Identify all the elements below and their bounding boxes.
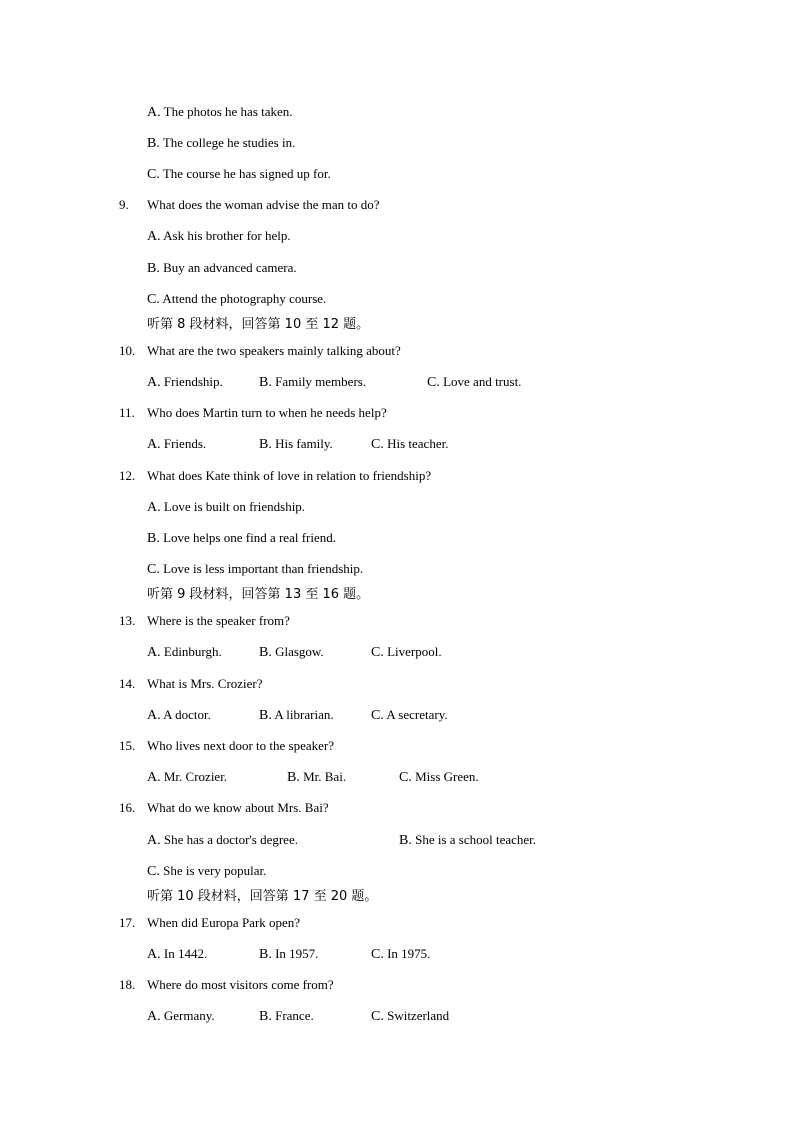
question-text: Who lives next door to the speaker? bbox=[147, 738, 334, 753]
option-text: Love is less important than friendship. bbox=[163, 561, 364, 576]
option-text: Friends. bbox=[163, 436, 207, 451]
option-text: A librarian. bbox=[274, 707, 334, 722]
option-letter: B. bbox=[147, 136, 160, 151]
question-number: 11. bbox=[119, 405, 135, 420]
option-letter: C. bbox=[371, 645, 384, 660]
option-text: She is a school teacher. bbox=[415, 832, 537, 847]
option-text: She is very popular. bbox=[163, 863, 267, 878]
answer-option bbox=[399, 832, 536, 849]
answer-option bbox=[371, 1008, 449, 1025]
answer-option bbox=[147, 260, 297, 277]
question-number: 18. bbox=[119, 977, 136, 992]
question-number: 14. bbox=[119, 676, 136, 691]
question-text: What does the woman advise the man to do? bbox=[147, 197, 380, 212]
option-text: Glasgow. bbox=[275, 644, 324, 659]
answer-option bbox=[147, 291, 326, 308]
question-number: 9. bbox=[119, 197, 129, 212]
option-letter: C. bbox=[371, 947, 384, 962]
section-instruction: 听第 9 段材料，回答第 13 至 16 题。 bbox=[147, 587, 370, 602]
option-text: The course he has signed up for. bbox=[162, 166, 331, 181]
option-text: Friendship. bbox=[163, 374, 223, 389]
answer-option bbox=[147, 436, 206, 453]
option-text: A secretary. bbox=[386, 707, 448, 722]
section-instruction: 听第 10 段材料，回答第 17 至 20 题。 bbox=[147, 889, 378, 904]
option-letter: B. bbox=[399, 833, 412, 848]
question-number: 16. bbox=[119, 800, 136, 815]
option-letter: A. bbox=[147, 500, 161, 515]
option-letter: C. bbox=[371, 708, 384, 723]
answer-option bbox=[147, 863, 266, 880]
option-text: Family members. bbox=[275, 374, 367, 389]
answer-option bbox=[259, 707, 334, 724]
option-text: Miss Green. bbox=[415, 769, 479, 784]
question-text: What do we know about Mrs. Bai? bbox=[147, 800, 329, 815]
question-number: 12. bbox=[119, 468, 136, 483]
answer-option bbox=[371, 946, 430, 963]
answer-option bbox=[147, 166, 331, 183]
answer-option bbox=[147, 135, 295, 152]
option-letter: A. bbox=[147, 375, 161, 390]
answer-option bbox=[147, 530, 336, 547]
option-text: Edinburgh. bbox=[163, 644, 222, 659]
section-instruction: 听第 8 段材料，回答第 10 至 12 题。 bbox=[147, 317, 370, 332]
question-number: 10. bbox=[119, 343, 136, 358]
option-letter: A. bbox=[147, 708, 161, 723]
option-letter: B. bbox=[259, 947, 272, 962]
option-letter: B. bbox=[259, 437, 272, 452]
option-letter: B. bbox=[259, 375, 272, 390]
question-number: 17. bbox=[119, 915, 136, 930]
answer-option bbox=[259, 644, 324, 661]
question-number: 15. bbox=[119, 738, 136, 753]
option-letter: A. bbox=[147, 770, 161, 785]
answer-option bbox=[371, 436, 448, 453]
option-text: The college he studies in. bbox=[162, 135, 296, 150]
option-text: Switzerland bbox=[387, 1008, 450, 1023]
option-letter: C. bbox=[427, 375, 440, 390]
option-letter: C. bbox=[371, 1009, 384, 1024]
option-letter: A. bbox=[147, 229, 161, 244]
option-letter: B. bbox=[147, 531, 160, 546]
option-letter: A. bbox=[147, 1009, 161, 1024]
question-text: What is Mrs. Crozier? bbox=[147, 676, 263, 691]
option-text: France. bbox=[275, 1008, 314, 1023]
answer-option bbox=[147, 561, 363, 578]
question-text: Where is the speaker from? bbox=[147, 613, 290, 628]
option-text: She has a doctor's degree. bbox=[163, 832, 298, 847]
option-text: Mr. Crozier. bbox=[163, 769, 228, 784]
option-text: Love and trust. bbox=[443, 374, 522, 389]
answer-option bbox=[147, 499, 305, 516]
option-text: His teacher. bbox=[387, 436, 449, 451]
answer-option bbox=[287, 769, 346, 786]
option-text: Liverpool. bbox=[387, 644, 442, 659]
option-letter: C. bbox=[147, 167, 160, 182]
answer-option bbox=[147, 374, 223, 391]
answer-option bbox=[259, 374, 366, 391]
question-text: What does Kate think of love in relation to friendship? bbox=[147, 468, 432, 483]
answer-option bbox=[371, 707, 448, 724]
answer-option bbox=[147, 644, 222, 661]
option-text: Buy an advanced camera. bbox=[163, 260, 297, 275]
question-text: What are the two speakers mainly talking about? bbox=[147, 343, 401, 358]
option-letter: B. bbox=[259, 645, 272, 660]
option-text: The photos he has taken. bbox=[163, 104, 293, 119]
question-text: When did Europa Park open? bbox=[147, 915, 301, 930]
question-text: Where do most visitors come from? bbox=[147, 977, 334, 992]
option-text: Ask his brother for help. bbox=[163, 228, 291, 243]
answer-option bbox=[259, 1008, 314, 1025]
option-text: Mr. Bai. bbox=[303, 769, 347, 784]
option-letter: A. bbox=[147, 833, 161, 848]
option-text: Love is built on friendship. bbox=[163, 499, 306, 514]
option-letter: C. bbox=[399, 770, 412, 785]
question-text: Who does Martin turn to when he needs help? bbox=[147, 405, 387, 420]
option-letter: B. bbox=[259, 1009, 272, 1024]
option-letter: A. bbox=[147, 645, 161, 660]
answer-option bbox=[427, 374, 521, 391]
answer-option bbox=[147, 228, 291, 245]
answer-option bbox=[147, 104, 293, 121]
option-letter: A. bbox=[147, 947, 161, 962]
option-letter: C. bbox=[371, 437, 384, 452]
answer-option bbox=[259, 946, 318, 963]
option-letter: C. bbox=[147, 292, 160, 307]
option-text: Germany. bbox=[163, 1008, 215, 1023]
option-text: His family. bbox=[275, 436, 333, 451]
answer-option bbox=[147, 769, 227, 786]
option-letter: B. bbox=[259, 708, 272, 723]
option-text: A doctor. bbox=[163, 707, 211, 722]
option-letter: C. bbox=[147, 864, 160, 879]
option-text: In 1442. bbox=[163, 946, 208, 961]
option-text: In 1975. bbox=[387, 946, 431, 961]
answer-option bbox=[371, 644, 442, 661]
option-letter: B. bbox=[147, 261, 160, 276]
question-number: 13. bbox=[119, 613, 136, 628]
answer-option bbox=[259, 436, 333, 453]
option-letter: C. bbox=[147, 562, 160, 577]
answer-option bbox=[147, 1008, 215, 1025]
option-text: Love helps one find a real friend. bbox=[163, 530, 336, 545]
option-letter: B. bbox=[287, 770, 300, 785]
answer-option bbox=[147, 707, 211, 724]
option-text: In 1957. bbox=[275, 946, 319, 961]
option-text: Attend the photography course. bbox=[162, 291, 327, 306]
option-letter: A. bbox=[147, 437, 161, 452]
answer-option bbox=[399, 769, 479, 786]
answer-option bbox=[147, 832, 298, 849]
answer-option bbox=[147, 946, 207, 963]
option-letter: A. bbox=[147, 105, 161, 120]
